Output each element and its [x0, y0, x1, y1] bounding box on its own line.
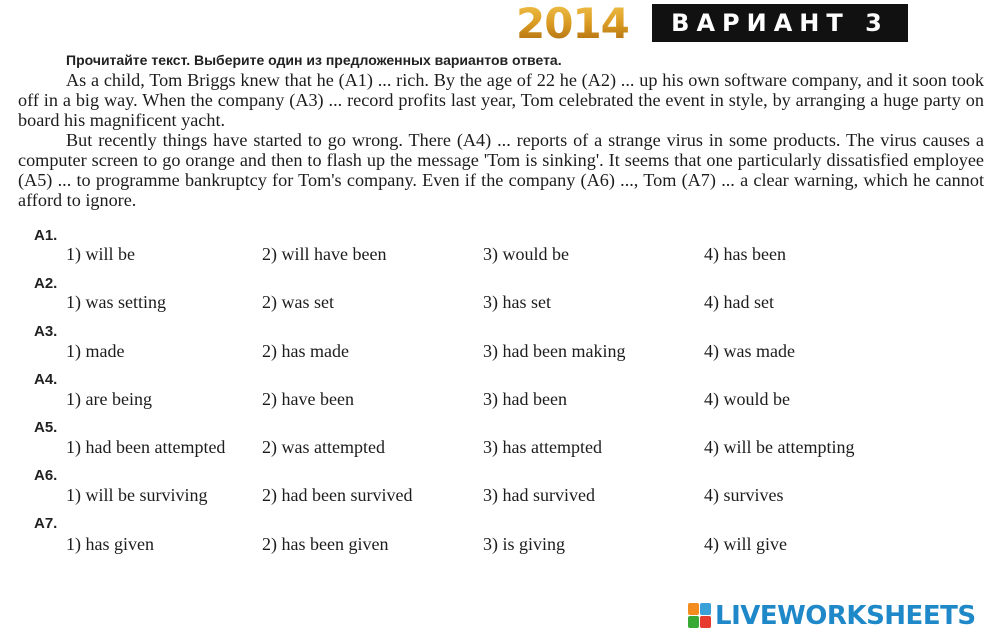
option-a6-3[interactable]: 3) had survived [483, 485, 595, 505]
liveworksheets-logo[interactable] [688, 601, 988, 631]
option-a3-2[interactable]: 2) has made [262, 341, 349, 361]
option-a2-4[interactable]: 4) had set [704, 292, 774, 312]
question-label-a7: A7. [34, 515, 58, 532]
question-label-a4: A4. [34, 371, 58, 388]
question-label-a5: A5. [34, 419, 58, 436]
option-a1-2[interactable]: 2) will have been [262, 244, 387, 264]
option-a2-1[interactable]: 1) was setting [66, 292, 166, 312]
option-a5-3[interactable]: 3) has attempted [483, 437, 602, 457]
option-a7-3[interactable]: 3) is giving [483, 534, 566, 554]
passage-paragraph-2: But recently things have started to go wrong. There (A4) ... reports of a strange virus in some products. The virus causes a computer screen to go orange and then to flash up the message 'Tom is sinking'. It seems that one particularly dissatisfied employee (A5) ... to programme bankruptcy for Tom's company. Even if the company (A6) ..., Tom (A7) ... a clear warning, which he cannot afford to ignore. [18, 130, 984, 210]
option-a2-3[interactable]: 3) has set [483, 292, 551, 312]
option-a1-3[interactable]: 3) would be [483, 244, 569, 264]
option-a1-1[interactable]: 1) will be [66, 244, 135, 264]
option-a7-1[interactable]: 1) has given [66, 534, 154, 554]
option-a4-2[interactable]: 2) have been [262, 389, 354, 409]
year-badge: 2014 [516, 0, 629, 48]
question-label-a2: A2. [34, 275, 58, 292]
reading-passage [18, 70, 984, 210]
option-a4-3[interactable]: 3) had been [483, 389, 567, 409]
option-a5-2[interactable]: 2) was attempted [262, 437, 385, 457]
question-label-a6: A6. [34, 467, 58, 484]
option-a6-2[interactable]: 2) had been survived [262, 485, 413, 505]
option-a5-4[interactable]: 4) will be attempting [704, 437, 855, 457]
variant-banner: ВАРИАНТ 3 [652, 4, 908, 42]
option-a4-4[interactable]: 4) would be [704, 389, 790, 409]
option-a3-1[interactable]: 1) made [66, 341, 125, 361]
logo-square-red [700, 616, 711, 628]
passage-paragraph-1: As a child, Tom Briggs knew that he (A1) ... rich. By the age of 22 he (A2) ... up his own software company, and it soon took off in a big way. When the company (A3) ... record profits last year, Tom celebrated the event in style, by arranging a huge party on board his magnificent yacht. [18, 70, 984, 130]
option-a6-4[interactable]: 4) survives [704, 485, 784, 505]
option-a1-4[interactable]: 4) has been [704, 244, 786, 264]
question-label-a1: A1. [34, 227, 58, 244]
option-a5-1[interactable]: 1) had been attempted [66, 437, 226, 457]
liveworksheets-logo-text: LIVEWORKSHEETS [715, 601, 976, 631]
liveworksheets-logo-icon [688, 603, 712, 629]
logo-square-orange [688, 603, 699, 615]
logo-square-blue [700, 603, 711, 615]
logo-square-green [688, 616, 699, 628]
option-a6-1[interactable]: 1) will be surviving [66, 485, 208, 505]
option-a2-2[interactable]: 2) was set [262, 292, 334, 312]
option-a7-4[interactable]: 4) will give [704, 534, 787, 554]
option-a3-4[interactable]: 4) was made [704, 341, 795, 361]
instruction-text: Прочитайте текст. Выберите один из предложенных вариантов ответа. [66, 52, 562, 68]
question-label-a3: A3. [34, 323, 58, 340]
option-a4-1[interactable]: 1) are being [66, 389, 152, 409]
option-a3-3[interactable]: 3) had been making [483, 341, 626, 361]
option-a7-2[interactable]: 2) has been given [262, 534, 389, 554]
